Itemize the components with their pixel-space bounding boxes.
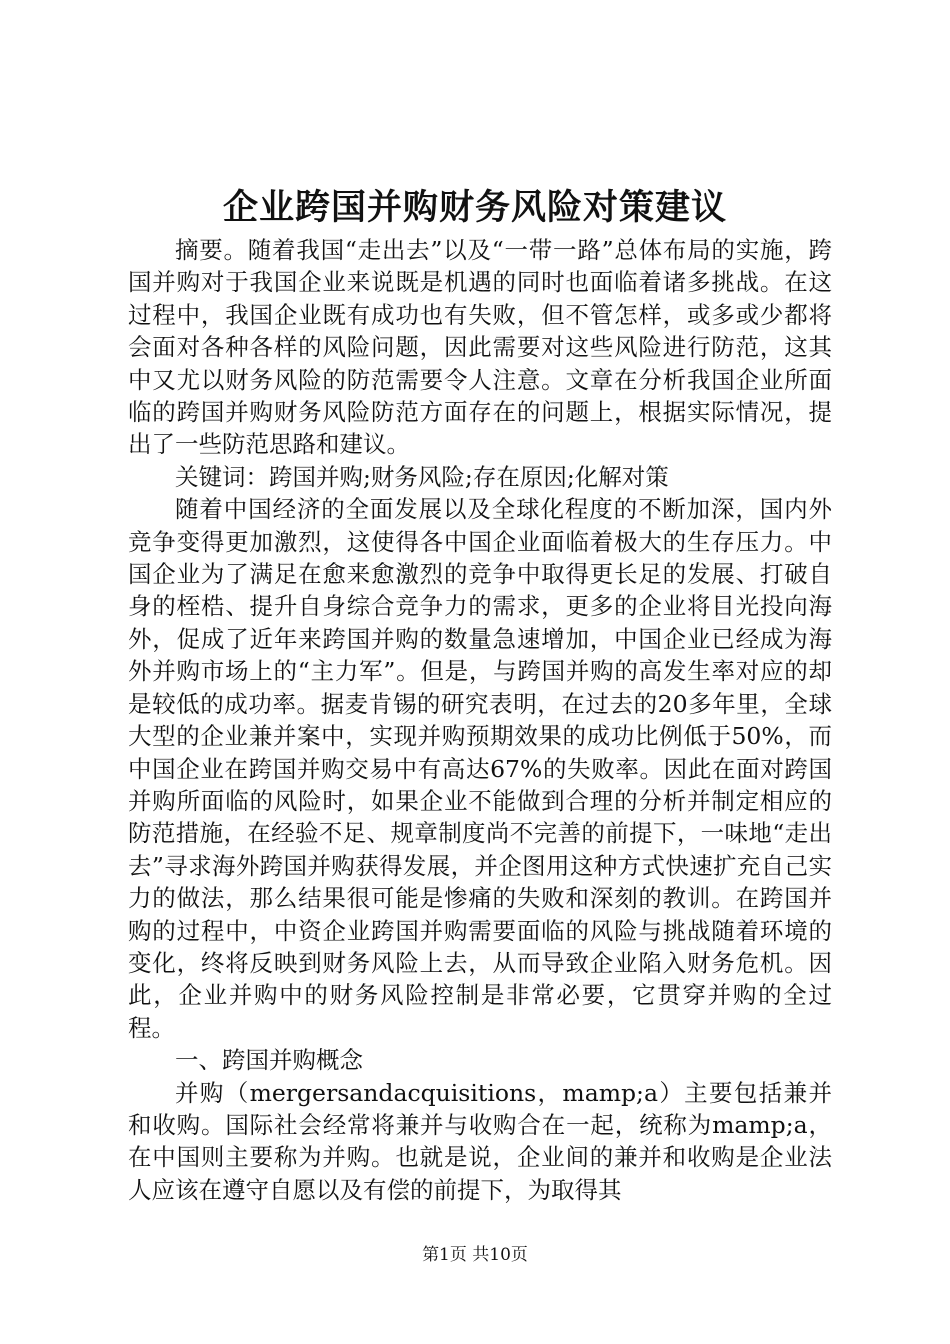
section-heading: 一、跨国并购概念	[175, 1046, 363, 1075]
abstract-paragraph: 摘要。随着我国“走出去”以及“一带一路”总体布局的实施，跨国并购对于我国企业来说既是机遇的同时也面临着诸多挑战。在这过程中，我国企业既有成功也有失败，但不管怎样，或多或少都将会面对各种各样的风险问题，因此需要对这些风险进行防范，这其中又尤以财务风险的防范需要令人注意。文章在分析我国企业所面临的跨国并购财务风险防范方面存在的问题上，根据实际情况，提出了一些防范思路和建议。	[128, 236, 832, 459]
page-footer: 第1页 共10页	[422, 1245, 528, 1265]
document-title: 企业跨国并购财务风险对策建议	[222, 187, 727, 228]
body-paragraph: 并购（mergersandacquisitions，mamp;a）主要包括兼并和收购。国际社会经常将兼并与收购合在一起，统称为mamp;a，在中国则主要称为并购。也就是说，企业间的兼并和收购是企业法人应该在遵守自愿以及有偿的前提下，为取得其	[128, 1078, 832, 1204]
intro-paragraph: 随着中国经济的全面发展以及全球化程度的不断加深，国内外竞争变得更加激烈，这使得各中国企业面临着极大的生存压力。中国企业为了满足在愈来愈激烈的竞争中取得更长足的发展、打破自身的桎梏、提升自身综合竞争力的需求，更多的企业将目光投向海外，促成了近年来跨国并购的数量急速增加，中国企业已经成为海外并购市场上的“主力军”。但是，与跨国并购的高发生率对应的却是较低的成功率。据麦肯锡的研究表明，在过去的20多年里，全球大型的企业兼并案中，实现并购预期效果的成功比例低于50%，而中国企业在跨国并购交易中有高达67%的失败率。因此在面对跨国并购所面临的风险时，如果企业不能做到合理的分析并制定相应的防范措施，在经验不足、规章制度尚不完善的前提下，一味地“走出去”寻求海外跨国并购获得发展，并企图用这种方式快速扩充自己实力的做法，那么结果很可能是惨痛的失败和深刻的教训。在跨国并购的过程中，中资企业跨国并购需要面临的风险与挑战随着环境的变化，终将反映到财务风险上去，从而导致企业陷入财务危机。因此，企业并购中的财务风险控制是非常必要，它贯穿并购的全过程。	[128, 495, 832, 1042]
document-body	[128, 234, 832, 1206]
keywords-paragraph: 关键词：跨国并购;财务风险;存在原因;化解对策	[175, 462, 669, 491]
